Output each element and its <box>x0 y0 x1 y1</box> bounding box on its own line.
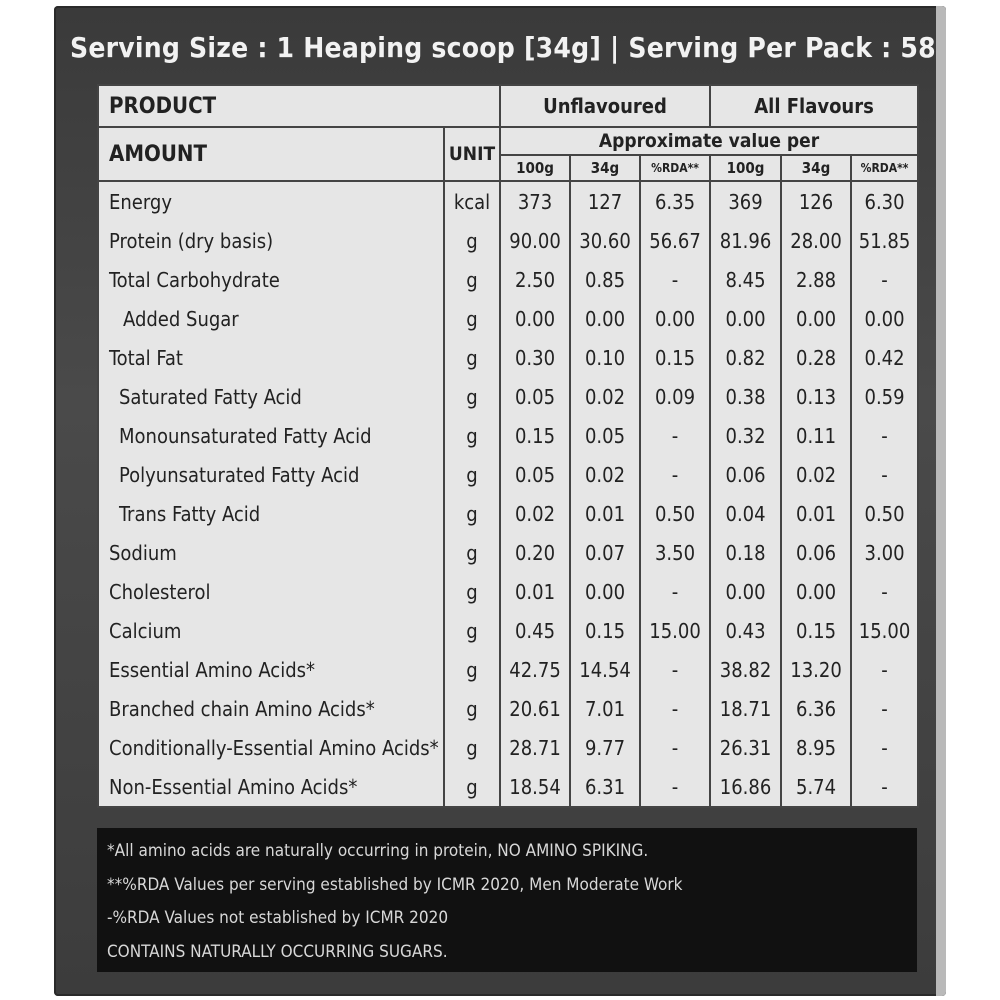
nutrient-value: 28.71 <box>500 728 570 767</box>
nutrient-value: 0.59 <box>851 377 918 416</box>
sub-header-100g: 100g <box>710 155 781 181</box>
nutrient-value: 0.00 <box>570 299 640 338</box>
nutrient-unit: g <box>444 572 500 611</box>
nutrient-value: 373 <box>500 181 570 221</box>
nutrient-value: 0.02 <box>781 455 851 494</box>
nutrient-value: - <box>851 650 918 689</box>
table-row <box>98 416 918 455</box>
nutrient-value: 5.74 <box>781 767 851 807</box>
footnotes-box <box>97 828 917 972</box>
nutrient-value: 0.20 <box>500 533 570 572</box>
sub-header-34g: 34g <box>781 155 851 181</box>
sub-header-100g: 100g <box>500 155 570 181</box>
nutrient-value: 0.04 <box>710 494 781 533</box>
nutrient-value: 16.86 <box>710 767 781 807</box>
sub-header-rda: %RDA** <box>640 155 710 181</box>
nutrient-value: 0.00 <box>710 299 781 338</box>
nutrient-value: 20.61 <box>500 689 570 728</box>
nutrient-value: 0.45 <box>500 611 570 650</box>
nutrient-value: 0.02 <box>500 494 570 533</box>
sub-header-34g: 34g <box>570 155 640 181</box>
nutrition-table <box>97 84 919 808</box>
nutrient-name: Non-Essential Amino Acids* <box>98 767 444 807</box>
nutrient-value: 0.28 <box>781 338 851 377</box>
nutrient-unit: g <box>444 767 500 807</box>
nutrient-value: 0.06 <box>710 455 781 494</box>
table-row <box>98 728 918 767</box>
nutrient-value: 0.00 <box>781 572 851 611</box>
nutrient-value: 15.00 <box>640 611 710 650</box>
nutrient-unit: kcal <box>444 181 500 221</box>
nutrient-unit: g <box>444 494 500 533</box>
nutrient-value: 0.00 <box>570 572 640 611</box>
nutrient-value: 0.15 <box>781 611 851 650</box>
nutrient-name: Essential Amino Acids* <box>98 650 444 689</box>
nutrient-value: 30.60 <box>570 221 640 260</box>
nutrient-value: 0.50 <box>640 494 710 533</box>
table-row <box>98 494 918 533</box>
nutrient-value: 0.10 <box>570 338 640 377</box>
nutrient-unit: g <box>444 650 500 689</box>
nutrient-rows <box>98 181 918 807</box>
nutrient-name: Calcium <box>98 611 444 650</box>
nutrient-value: 0.05 <box>570 416 640 455</box>
nutrient-unit: g <box>444 455 500 494</box>
nutrient-value: - <box>851 455 918 494</box>
nutrient-value: 0.01 <box>570 494 640 533</box>
nutrient-value: 13.20 <box>781 650 851 689</box>
nutrient-value: 6.36 <box>781 689 851 728</box>
nutrient-value: 18.54 <box>500 767 570 807</box>
nutrient-value: 0.02 <box>570 377 640 416</box>
nutrient-value: 0.15 <box>640 338 710 377</box>
nutrient-name: Cholesterol <box>98 572 444 611</box>
nutrient-value: 0.07 <box>570 533 640 572</box>
nutrient-value: 0.18 <box>710 533 781 572</box>
nutrient-value: 9.77 <box>570 728 640 767</box>
nutrient-unit: g <box>444 689 500 728</box>
nutrient-unit: g <box>444 299 500 338</box>
nutrient-value: - <box>640 728 710 767</box>
nutrient-name: Branched chain Amino Acids* <box>98 689 444 728</box>
nutrient-value: 0.82 <box>710 338 781 377</box>
nutrient-value: 6.31 <box>570 767 640 807</box>
amount-header: AMOUNT <box>98 127 444 181</box>
nutrient-unit: g <box>444 533 500 572</box>
nutrient-value: 0.05 <box>500 455 570 494</box>
nutrient-value: 28.00 <box>781 221 851 260</box>
nutrient-value: 127 <box>570 181 640 221</box>
nutrient-unit: g <box>444 611 500 650</box>
nutrient-value: 56.67 <box>640 221 710 260</box>
nutrient-unit: g <box>444 416 500 455</box>
nutrient-unit: g <box>444 728 500 767</box>
nutrient-value: 42.75 <box>500 650 570 689</box>
table-row <box>98 221 918 260</box>
nutrient-value: 0.15 <box>570 611 640 650</box>
approx-value-header: Approximate value per <box>500 127 918 155</box>
unit-header: UNIT <box>444 127 500 181</box>
nutrient-value: 0.00 <box>710 572 781 611</box>
nutrient-value: - <box>640 455 710 494</box>
nutrient-value: 0.00 <box>781 299 851 338</box>
nutrient-value: - <box>851 767 918 807</box>
nutrient-name: Trans Fatty Acid <box>98 494 444 533</box>
nutrient-value: 0.85 <box>570 260 640 299</box>
nutrient-value: 0.42 <box>851 338 918 377</box>
nutrient-name: Added Sugar <box>98 299 444 338</box>
nutrient-value: 0.32 <box>710 416 781 455</box>
table-row <box>98 611 918 650</box>
table-row <box>98 533 918 572</box>
table-row <box>98 572 918 611</box>
nutrient-value: - <box>640 767 710 807</box>
nutrition-table-wrapper <box>97 84 917 808</box>
table-row <box>98 338 918 377</box>
nutrient-value: 2.88 <box>781 260 851 299</box>
nutrient-value: - <box>851 260 918 299</box>
nutrient-value: - <box>640 416 710 455</box>
footnote-rda-not-established: -%RDA Values not established by ICMR 2020 <box>107 908 449 928</box>
nutrient-unit: g <box>444 260 500 299</box>
nutrient-value: 0.01 <box>500 572 570 611</box>
table-row <box>98 181 918 221</box>
nutrient-value: 0.01 <box>781 494 851 533</box>
nutrient-value: 8.45 <box>710 260 781 299</box>
nutrient-value: 0.11 <box>781 416 851 455</box>
nutrient-value: 0.38 <box>710 377 781 416</box>
nutrient-unit: g <box>444 377 500 416</box>
nutrient-value: 26.31 <box>710 728 781 767</box>
footnote-rda-established: **%RDA Values per serving established by ICMR 2020, Men Moderate Work <box>107 874 683 895</box>
nutrient-value: - <box>640 689 710 728</box>
nutrient-name: Total Fat <box>98 338 444 377</box>
serving-size-title: Serving Size : 1 Heaping scoop [34g] | Serving Per Pack : 58 <box>70 31 936 64</box>
product-header: PRODUCT <box>98 85 500 127</box>
nutrient-value: - <box>851 728 918 767</box>
table-row <box>98 260 918 299</box>
nutrient-name: Energy <box>98 181 444 221</box>
nutrient-name: Total Carbohydrate <box>98 260 444 299</box>
nutrient-value: - <box>851 689 918 728</box>
footnote-sugars: CONTAINS NATURALLY OCCURRING SUGARS. <box>107 941 448 962</box>
nutrient-name: Conditionally-Essential Amino Acids* <box>98 728 444 767</box>
nutrient-value: 0.50 <box>851 494 918 533</box>
nutrient-value: 3.00 <box>851 533 918 572</box>
table-row <box>98 377 918 416</box>
nutrient-unit: g <box>444 338 500 377</box>
nutrient-value: 0.06 <box>781 533 851 572</box>
nutrient-name: Sodium <box>98 533 444 572</box>
nutrient-value: 6.30 <box>851 181 918 221</box>
nutrient-value: 0.15 <box>500 416 570 455</box>
nutrient-value: 15.00 <box>851 611 918 650</box>
nutrient-name: Protein (dry basis) <box>98 221 444 260</box>
sub-header-rda: %RDA** <box>851 155 918 181</box>
nutrient-value: 38.82 <box>710 650 781 689</box>
table-row <box>98 689 918 728</box>
nutrient-value: 14.54 <box>570 650 640 689</box>
nutrient-value: 0.30 <box>500 338 570 377</box>
nutrient-value: 7.01 <box>570 689 640 728</box>
nutrient-value: 0.43 <box>710 611 781 650</box>
nutrient-name: Monounsaturated Fatty Acid <box>98 416 444 455</box>
nutrient-value: 369 <box>710 181 781 221</box>
nutrient-value: 8.95 <box>781 728 851 767</box>
nutrient-unit: g <box>444 221 500 260</box>
table-row <box>98 650 918 689</box>
nutrient-value: - <box>640 650 710 689</box>
unflavoured-header: Unflavoured <box>500 85 710 127</box>
nutrient-value: 0.00 <box>500 299 570 338</box>
nutrient-value: 2.50 <box>500 260 570 299</box>
nutrient-value: 0.00 <box>851 299 918 338</box>
nutrient-value: 3.50 <box>640 533 710 572</box>
nutrient-name: Polyunsaturated Fatty Acid <box>98 455 444 494</box>
header-row-amount <box>98 127 918 155</box>
nutrient-value: - <box>640 260 710 299</box>
nutrient-value: 51.85 <box>851 221 918 260</box>
nutrient-value: 81.96 <box>710 221 781 260</box>
table-row <box>98 767 918 807</box>
nutrient-value: 18.71 <box>710 689 781 728</box>
table-row <box>98 299 918 338</box>
nutrient-name: Saturated Fatty Acid <box>98 377 444 416</box>
nutrient-value: - <box>851 572 918 611</box>
nutrient-value: 0.02 <box>570 455 640 494</box>
nutrient-value: - <box>851 416 918 455</box>
nutrient-value: 0.13 <box>781 377 851 416</box>
nutrient-value: - <box>640 572 710 611</box>
nutrient-value: 0.00 <box>640 299 710 338</box>
nutrient-value: 6.35 <box>640 181 710 221</box>
nutrient-value: 0.05 <box>500 377 570 416</box>
header-row-product <box>98 85 918 127</box>
nutrient-value: 0.09 <box>640 377 710 416</box>
nutrient-value: 90.00 <box>500 221 570 260</box>
table-row <box>98 455 918 494</box>
footnote-amino-spiking: *All amino acids are naturally occurring in protein, NO AMINO SPIKING. <box>107 841 649 861</box>
nutrient-value: 126 <box>781 181 851 221</box>
all-flavours-header: All Flavours <box>710 85 918 127</box>
